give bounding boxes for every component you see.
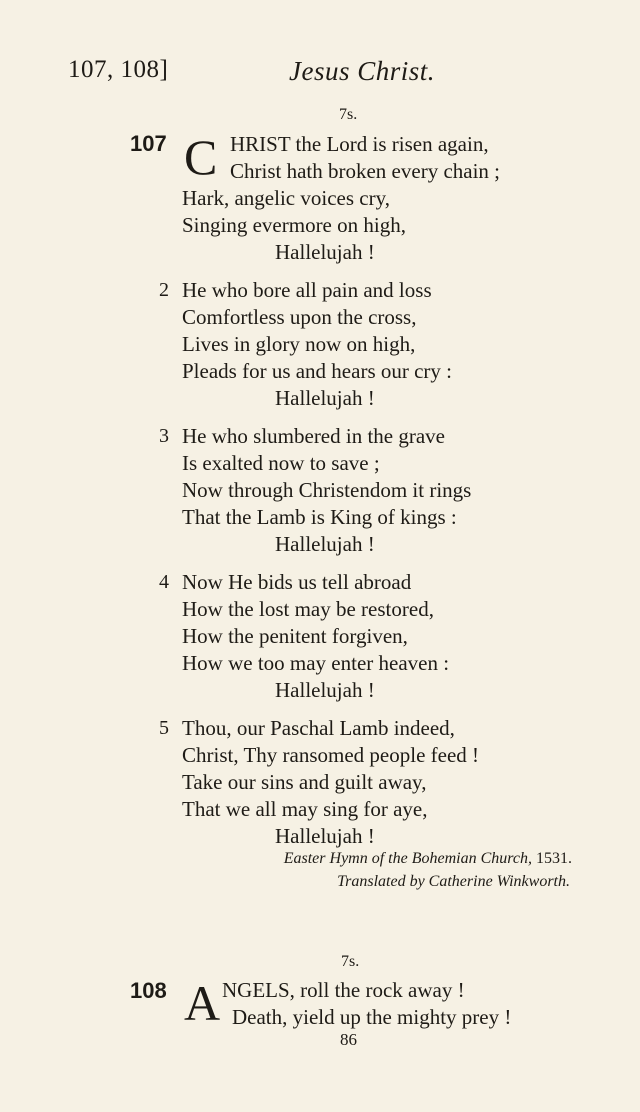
hymn-107-source-year: 1531. xyxy=(536,850,572,867)
hymn-107-verse-3-line-1: He who slumbered in the grave xyxy=(182,424,446,448)
hymn-107-drop-cap: C xyxy=(184,129,218,185)
hymn-107-source-credit xyxy=(284,850,572,868)
hymn-107-verse-2-refrain: Hallelujah ! xyxy=(275,386,375,410)
hymn-108-number: 108 xyxy=(130,978,167,1003)
hymn-107-verse-2-line-2: Comfortless upon the cross, xyxy=(182,305,417,329)
hymn-107-verse-1-refrain: Hallelujah ! xyxy=(275,240,375,264)
hymn-107-verse-5-line-3: Take our sins and guilt away, xyxy=(182,770,427,794)
hymn-107-verse-2-line-3: Lives in glory now on high, xyxy=(182,332,416,356)
hymn-107-verse-2-line-4: Pleads for us and hears our cry : xyxy=(182,359,453,383)
hymn-107-verse-5-number: 5 xyxy=(159,717,169,739)
hymn-107-verse-1-line-1: HRIST the Lord is risen again, xyxy=(230,132,489,156)
hymn-107-source: Easter Hymn of the Bohemian Church, xyxy=(283,850,532,867)
hymn-107-verse-5-line-2: Christ, Thy ransomed people feed ! xyxy=(182,743,480,767)
page-number: 86 xyxy=(340,1030,357,1049)
hymn-107-verse-4-line-1: Now He bids us tell abroad xyxy=(182,570,412,594)
hymn-107-number: 107 xyxy=(130,131,167,156)
hymn-107-verse-2-line-1: He who bore all pain and loss xyxy=(182,278,432,302)
hymn-107-verse-3-line-4: That the Lamb is King of kings : xyxy=(182,505,457,529)
hymn-107-verse-5-line-4: That we all may sing for aye, xyxy=(182,797,428,821)
hymn-107-meter: 7s. xyxy=(339,106,358,123)
hymn-107-verse-1-line-3: Hark, angelic voices cry, xyxy=(182,186,390,210)
hymn-107-verse-4-refrain: Hallelujah ! xyxy=(275,678,375,702)
hymn-107-verse-4-line-4: How we too may enter heaven : xyxy=(182,651,450,675)
hymn-108-line-1: NGELS, roll the rock away ! xyxy=(222,978,465,1002)
hymn-107-verse-5-line-1: Thou, our Paschal Lamb indeed, xyxy=(182,716,455,740)
hymn-108-line-2: Death, yield up the mighty prey ! xyxy=(232,1005,512,1029)
hymn-107-verse-4-line-2: How the lost may be restored, xyxy=(182,597,434,621)
hymn-107-verse-4-number: 4 xyxy=(159,571,169,593)
hymn-108-meter: 7s. xyxy=(341,953,360,970)
hymn-107-verse-4-line-3: How the penitent forgiven, xyxy=(182,624,408,648)
hymn-107-verse-3-number: 3 xyxy=(159,425,169,447)
hymn-107-verse-1-line-4: Singing evermore on high, xyxy=(182,213,406,237)
hymn-107-verse-3-line-2: Is exalted now to save ; xyxy=(182,451,380,475)
hymn-107-verse-5-refrain: Hallelujah ! xyxy=(275,824,375,848)
header-section-title: Jesus Christ. xyxy=(289,56,436,86)
hymn-107-verse-3-line-3: Now through Christendom it rings xyxy=(182,478,472,502)
header-page-numbers: 107, 108] xyxy=(68,56,169,83)
hymn-107-verse-3-refrain: Hallelujah ! xyxy=(275,532,375,556)
hymn-107-verse-2-number: 2 xyxy=(159,279,169,301)
hymn-108-drop-cap: A xyxy=(184,975,221,1031)
hymn-107-translator-credit: Translated by Catherine Winkworth. xyxy=(337,873,570,890)
hymn-107-verse-1-line-2: Christ hath broken every chain ; xyxy=(230,159,501,183)
